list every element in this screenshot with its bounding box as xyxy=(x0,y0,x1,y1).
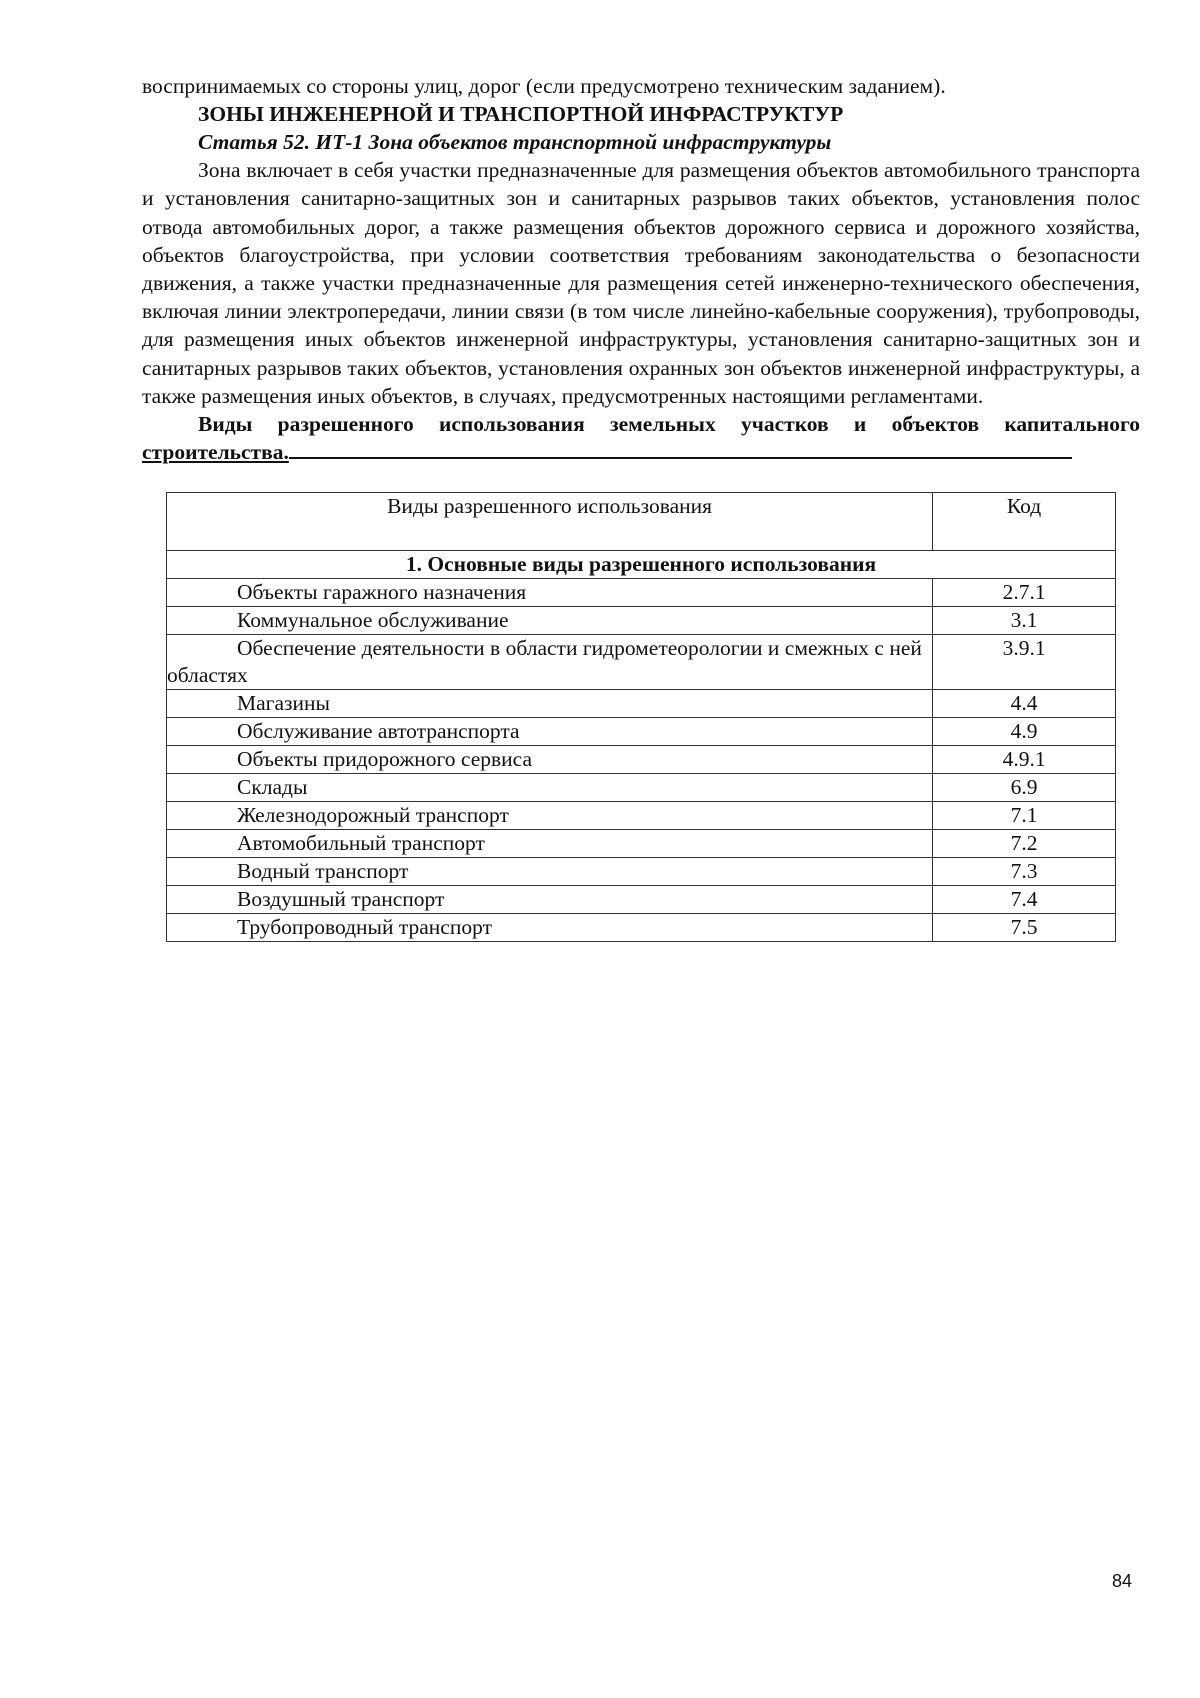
subheading-text: Виды разрешенного использования земельных участков и объектов капитального xyxy=(198,412,1140,437)
permitted-uses-table xyxy=(166,492,1116,942)
use-code-cell: 7.2 xyxy=(933,830,1116,858)
page-content xyxy=(142,72,1140,466)
table-row xyxy=(167,858,1116,886)
table-section-row xyxy=(167,551,1116,579)
header-code-cell: Код xyxy=(933,493,1116,551)
use-name-cell: Железнодорожный транспорт xyxy=(167,802,933,830)
use-code-cell: 2.7.1 xyxy=(933,579,1116,607)
use-code-cell: 7.4 xyxy=(933,886,1116,914)
table-row xyxy=(167,746,1116,774)
body-paragraph: Зона включает в себя участки предназначенные для размещения объектов автомобильного транспорта и установления санитарно-защитных зон и санитарных разрывов таких объектов, установления полос отвода автомобильных дорог, а также размещения объектов дорожного сервиса и дорожного хозяйства, объектов благоустройства, при условии соответствия требованиям законодательства о безопасности движения, а также участки предназначенные для размещения сетей инженерно-технического обеспечения, включая линии электропередачи, линии связи (в том числе линейно-кабельные сооружения), трубопроводы, для размещения иных объектов инженерной инфраструктуры, установления санитарно-защитных зон и санитарных разрывов таких объектов, установления охранных зон объектов инженерной инфраструктуры, а также размещения иных объектов, в случаях, предусмотренных настоящими регламентами. xyxy=(142,158,1140,408)
use-name-cell: Обеспечение деятельности в области гидрометеорологии и смежных с ней областях xyxy=(167,635,933,690)
table-row xyxy=(167,579,1116,607)
table-row xyxy=(167,802,1116,830)
use-code-cell: 7.3 xyxy=(933,858,1116,886)
use-code-cell: 3.1 xyxy=(933,607,1116,635)
table-row xyxy=(167,774,1116,802)
use-name-cell: Магазины xyxy=(167,690,933,718)
table-row xyxy=(167,718,1116,746)
table-subheading xyxy=(142,410,1140,466)
table-header-row xyxy=(167,493,1116,551)
use-code-cell: 4.9.1 xyxy=(933,746,1116,774)
use-name-cell: Водный транспорт xyxy=(167,858,933,886)
use-code-cell: 7.5 xyxy=(933,914,1116,942)
table-row xyxy=(167,886,1116,914)
table-row xyxy=(167,690,1116,718)
use-name-cell: Автомобильный транспорт xyxy=(167,830,933,858)
use-code-cell: 4.9 xyxy=(933,718,1116,746)
section-title-cell: 1. Основные виды разрешенного использования xyxy=(167,551,1116,579)
header-name-cell: Виды разрешенного использования xyxy=(167,493,933,551)
use-name-cell: Воздушный транспорт xyxy=(167,886,933,914)
use-name-cell: Коммунальное обслуживание xyxy=(167,607,933,635)
table-row xyxy=(167,635,1116,690)
use-code-cell: 7.1 xyxy=(933,802,1116,830)
table-row xyxy=(167,914,1116,942)
underline-rule xyxy=(289,456,1072,459)
use-code-cell: 6.9 xyxy=(933,774,1116,802)
section-heading: ЗОНЫ ИНЖЕНЕРНОЙ И ТРАНСПОРТНОЙ ИНФРАСТРУКТУР xyxy=(198,102,844,127)
page-number: 84 xyxy=(1112,1571,1133,1591)
use-name-cell: Трубопроводный транспорт xyxy=(167,914,933,942)
use-code-cell: 4.4 xyxy=(933,690,1116,718)
use-name-cell: Обслуживание автотранспорта xyxy=(167,718,933,746)
use-name-cell: Объекты гаражного назначения xyxy=(167,579,933,607)
table-row xyxy=(167,830,1116,858)
table-row xyxy=(167,607,1116,635)
use-code-cell: 3.9.1 xyxy=(933,635,1116,690)
continuation-line: воспринимаемых со стороны улиц, дорог (если предусмотрено техническим заданием). xyxy=(142,74,946,98)
article-title: Статья 52. ИТ-1 Зона объектов транспортной инфраструктуры xyxy=(198,130,832,155)
use-name-cell: Склады xyxy=(167,774,933,802)
subheading-continuation: строительства. xyxy=(142,440,289,465)
use-name-cell: Объекты придорожного сервиса xyxy=(167,746,933,774)
